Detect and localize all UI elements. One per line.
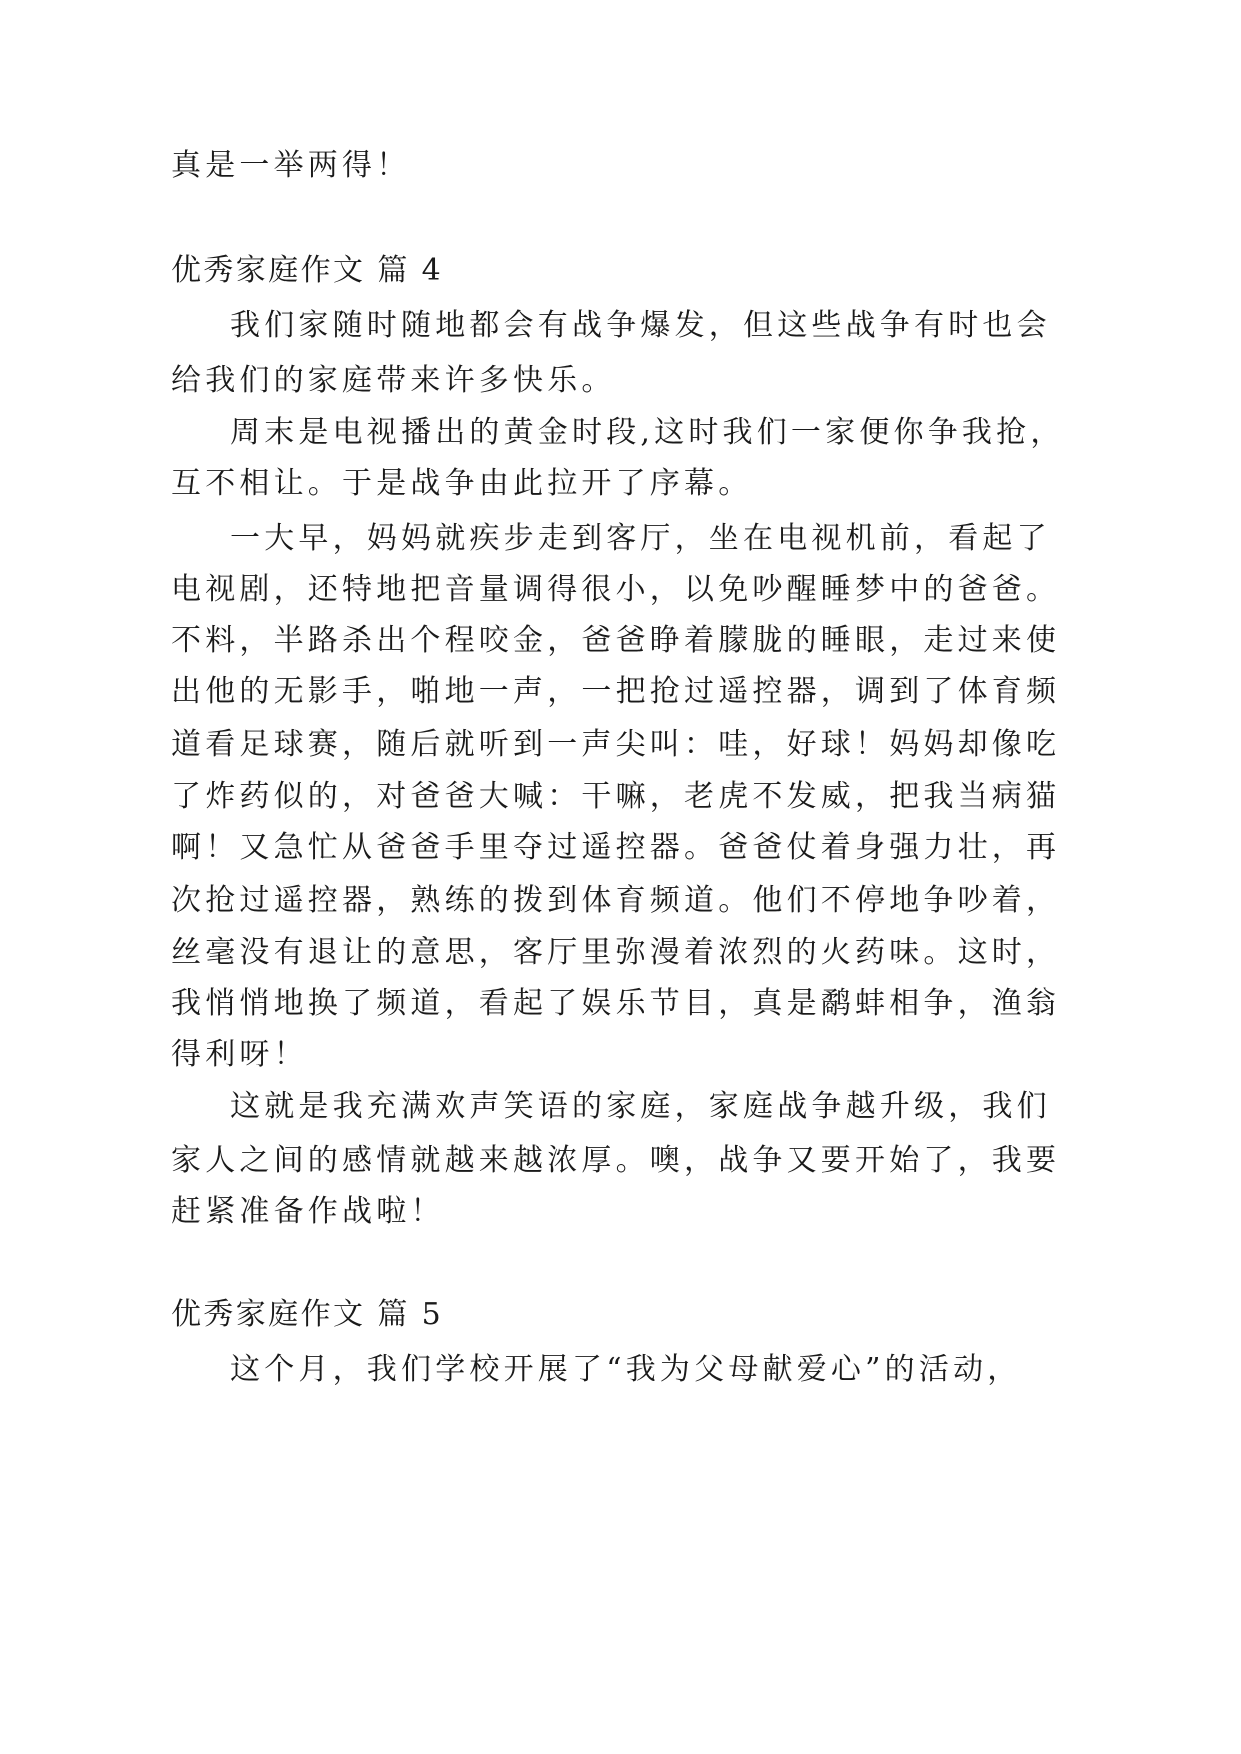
paragraph-line: 我们家随时随地都会有战争爆发，但这些战争有时也会 <box>230 308 1051 343</box>
paragraph-line: 了炸药似的，对爸爸大喊：干嘛，老虎不发威，把我当病猫 <box>171 779 1061 814</box>
paragraph-line: 家人之间的感情就越来越浓厚。噢，战争又要开始了，我要 <box>171 1143 1061 1178</box>
paragraph-line: 次抢过遥控器，熟练的拨到体育频道。他们不停地争吵着， <box>171 883 1061 918</box>
paragraph-line: 互不相让。于是战争由此拉开了序幕。 <box>171 466 753 501</box>
paragraph-line: 丝毫没有退让的意思，客厅里弥漫着浓烈的火药味。这时， <box>171 935 1061 970</box>
paragraph-line: 啊！又急忙从爸爸手里夺过遥控器。爸爸仗着身强力壮，再 <box>171 830 1061 865</box>
paragraph-line: 一大早，妈妈就疾步走到客厅，坐在电视机前，看起了 <box>230 521 1051 556</box>
paragraph-line: 电视剧，还特地把音量调得很小，以免吵醒睡梦中的爸爸。 <box>171 572 1061 607</box>
text-line: 真是一举两得！ <box>171 148 411 183</box>
paragraph-line: 这个月，我们学校开展了“我为父母献爱心”的活动， <box>230 1352 1022 1387</box>
section-heading: 优秀家庭作文 篇 5 <box>171 1297 444 1332</box>
section-heading: 优秀家庭作文 篇 4 <box>171 253 444 288</box>
paragraph-line: 道看足球赛，随后就听到一声尖叫：哇，好球！妈妈却像吃 <box>171 727 1061 762</box>
paragraph-line: 我悄悄地换了频道，看起了娱乐节目，真是鹬蚌相争，渔翁 <box>171 986 1061 1021</box>
paragraph-line: 给我们的家庭带来许多快乐。 <box>171 363 616 398</box>
paragraph-line: 这就是我充满欢声笑语的家庭，家庭战争越升级，我们 <box>230 1089 1051 1124</box>
paragraph-line: 赶紧准备作战啦！ <box>171 1194 445 1229</box>
paragraph-line: 出他的无影手，啪地一声，一把抢过遥控器，调到了体育频 <box>171 674 1061 709</box>
paragraph-line: 不料，半路杀出个程咬金，爸爸睁着朦胧的睡眼，走过来使 <box>171 623 1061 658</box>
paragraph-line: 周末是电视播出的黄金时段,这时我们一家便你争我抢， <box>230 415 1065 450</box>
paragraph-line: 得利呀！ <box>171 1037 308 1072</box>
